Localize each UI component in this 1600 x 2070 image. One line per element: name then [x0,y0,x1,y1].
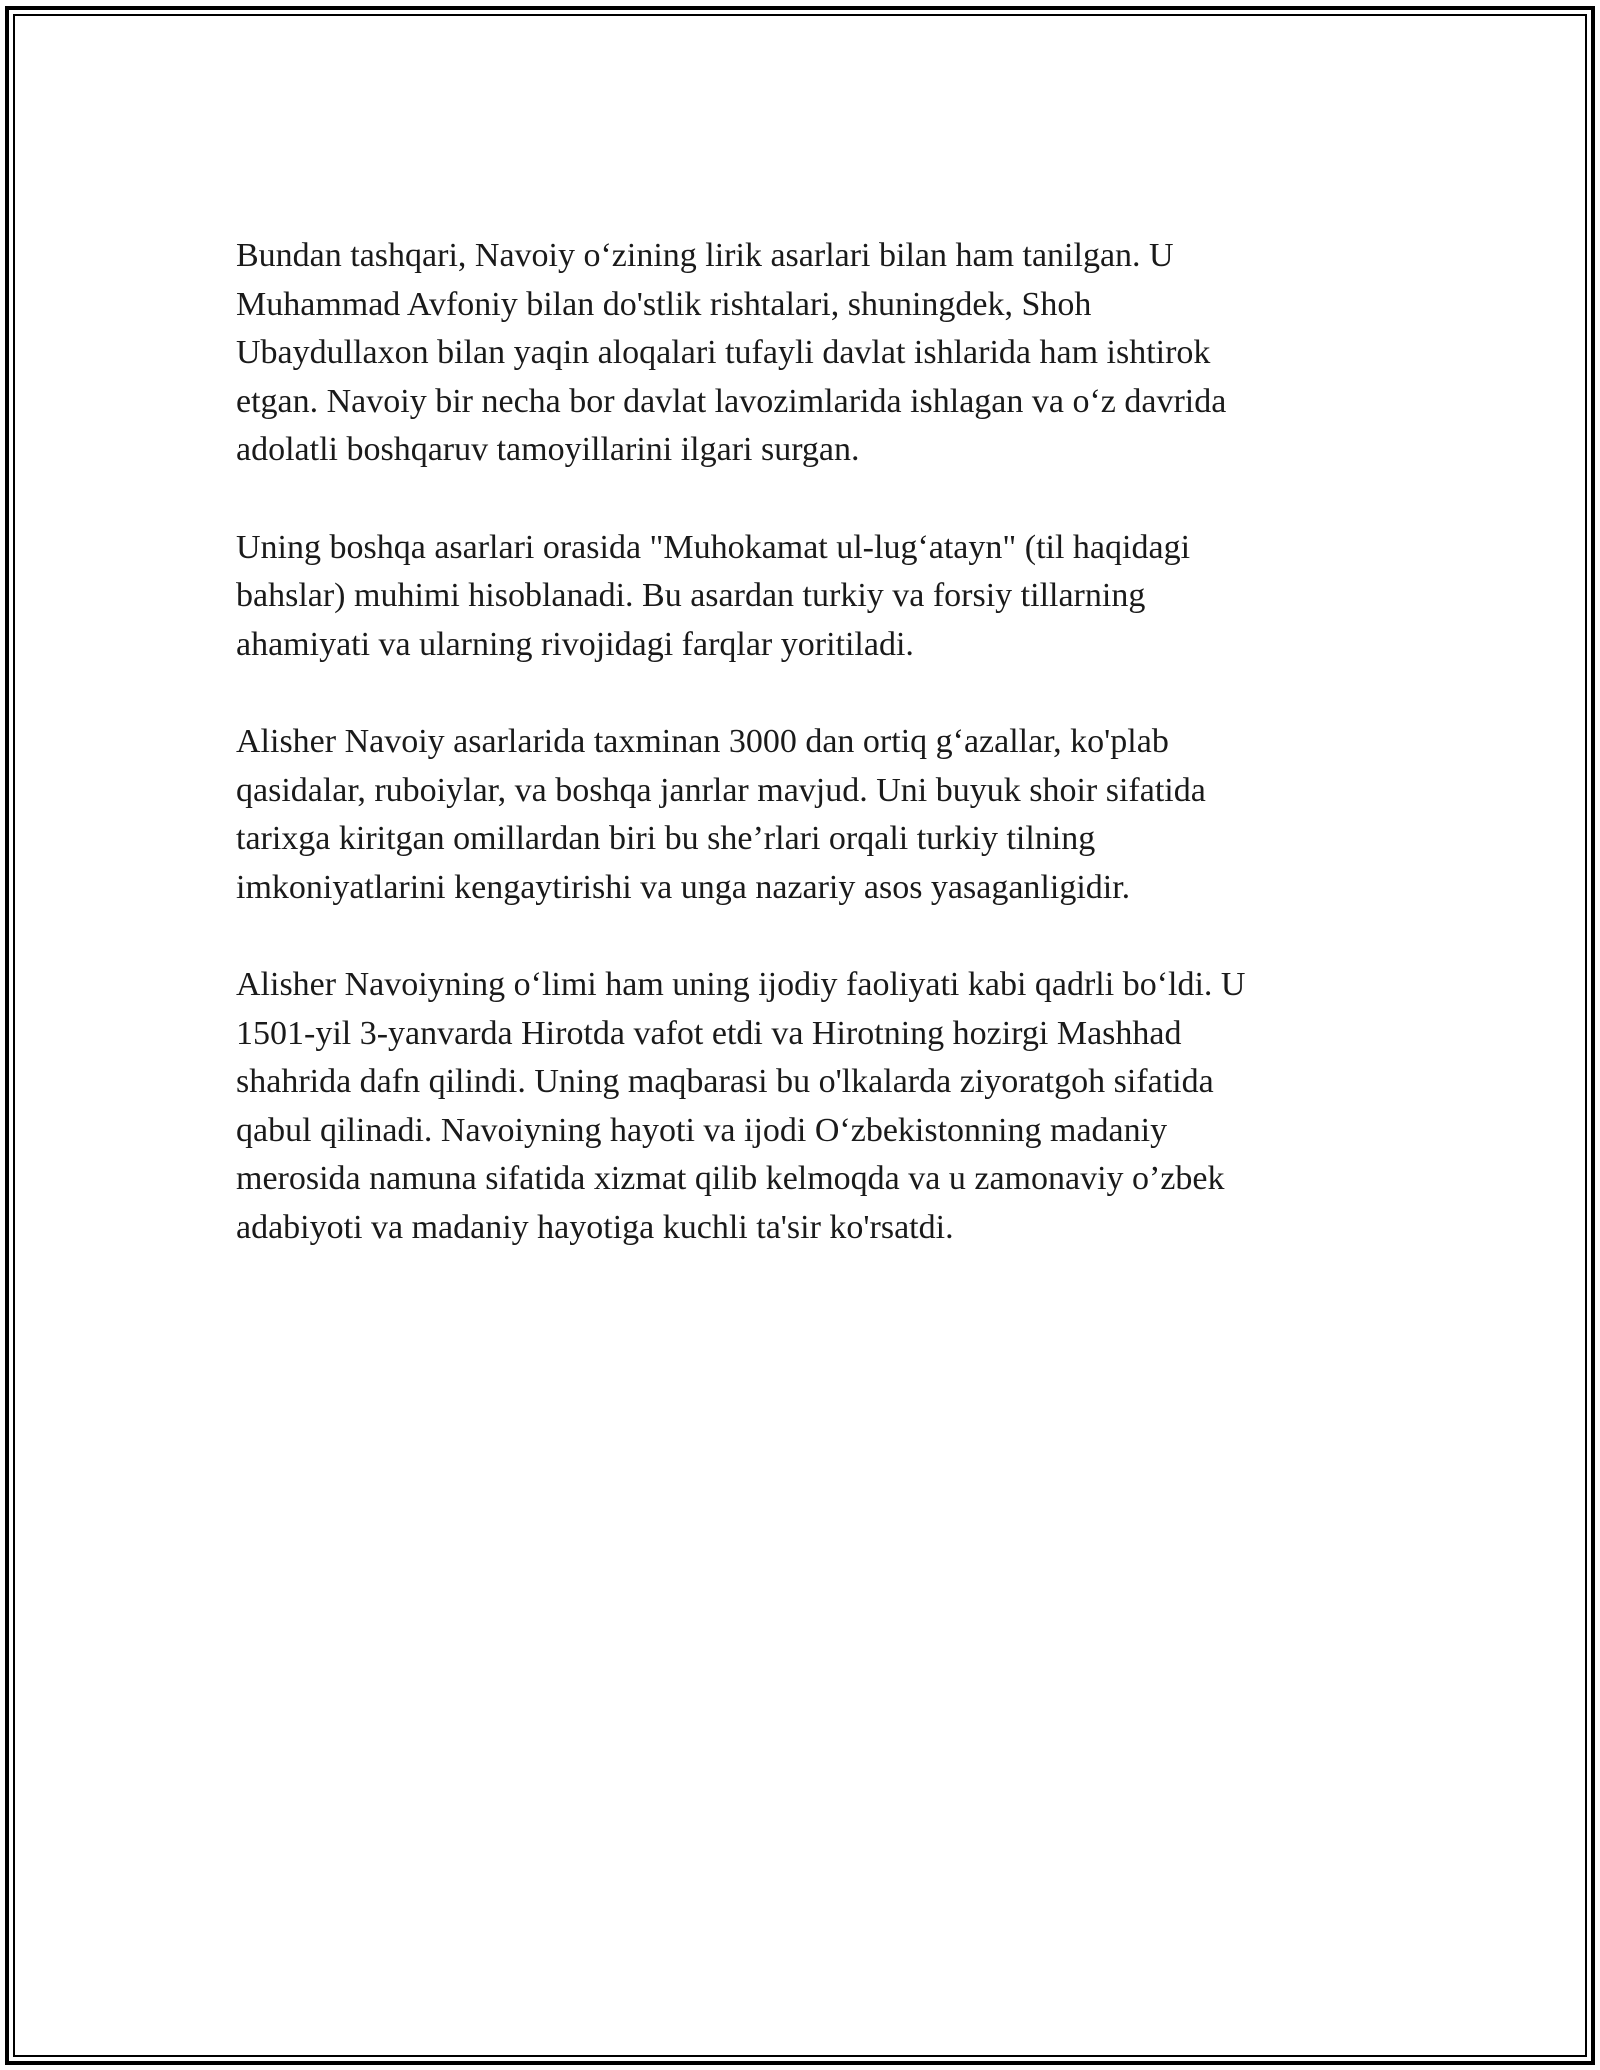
paragraph-1: Bundan tashqari, Navoiy o‘zining lirik asarlari bilan ham tanilgan. U Muhammad Avfoniy bilan do'stlik rishtalari, shuningdek, Shoh Ubaydullaxon bilan yaqin aloqalari tufayli davlat ishlarida ham ishtirok etgan. Navoiy bir necha bor davlat lavozimlarida ishlagan va o‘z davrida adolatli boshqaruv tamoyillarini ilgari surgan. [236,237,1227,469]
document-body [236,232,1346,1301]
paragraph-2: Uning boshqa asarlari orasida "Muhokamat ul-lug‘atayn" (til haqidagi bahslar) muhimi hisoblanadi. Bu asardan turkiy va forsiy tillarning ahamiyati va ularning rivojidagi farqlar yoritiladi. [236,528,1191,663]
paragraph-4: Alisher Navoiyning o‘limi ham uning ijodiy faoliyati kabi qadrli bo‘ldi. U 1501-yil 3-yanvarda Hirotda vafot etdi va Hirotning hozirgi Mashhad shahrida dafn qilindi. Uning maqbarasi bu o'lkalarda ziyoratgoh sifatida qabul qilinadi. Navoiyning hayoti va ijodi O‘zbekistonning madaniy merosida namuna sifatida xizmat qilib kelmoqda va u zamonaviy o’zbek adabiyoti va madaniy hayotiga kuchli ta'sir ko'rsatdi. [236,965,1246,1246]
paragraph-3: Alisher Navoiy asarlarida taxminan 3000 dan ortiq g‘azallar, ko'plab qasidalar, ruboiylar, va boshqa janrlar mavjud. Uni buyuk shoir sifatida tarixga kiritgan omillardan biri bu she’rlari orqali turkiy tilning imkoniyatlarini kengaytirishi va unga nazariy asos yasaganligidir. [236,722,1206,906]
